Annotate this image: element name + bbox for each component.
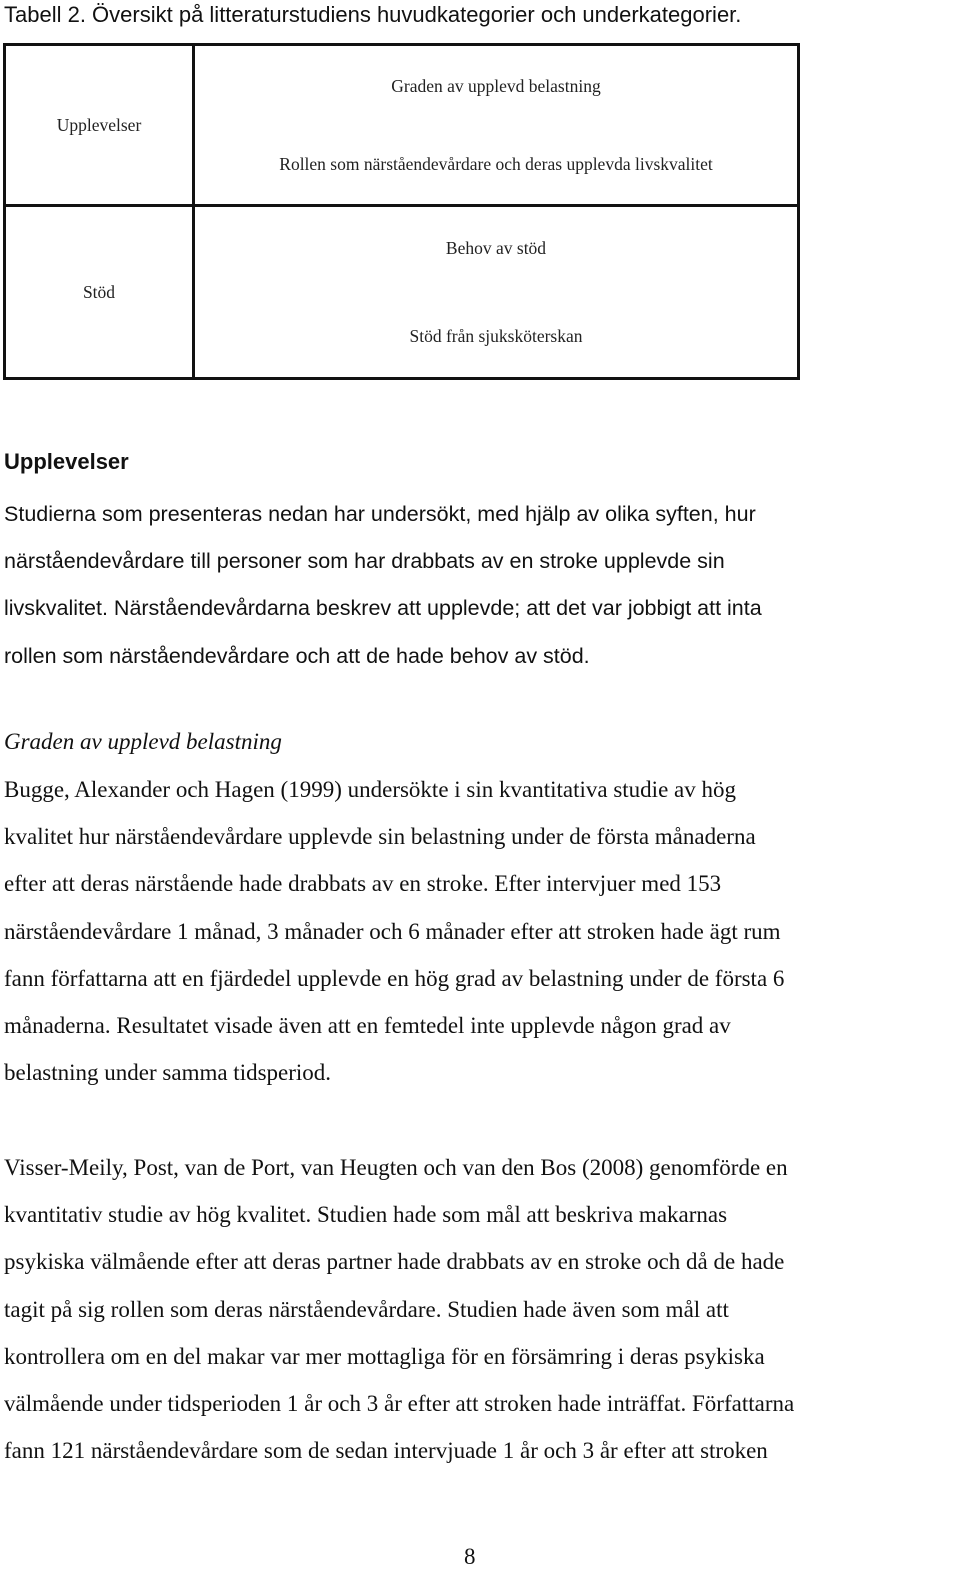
text-line: Studierna som presenteras nedan har undersökt, med hjälp av olika syften, hur: [4, 502, 756, 526]
text-line: fann författarna att en fjärdedel upplevde en hög grad av belastning under de första 6: [4, 965, 785, 991]
subcategory-label: Graden av upplevd belastning: [391, 75, 601, 96]
text-line: närståendevårdare 1 månad, 3 månader och 6 månader efter att stroken hade ägt rum: [4, 918, 781, 944]
subcategory-label: Behov av stöd: [445, 237, 547, 258]
subsection-heading: Graden av upplevd belastning: [4, 729, 282, 754]
table-caption: Tabell 2. Översikt på litteraturstudiens huvudkategorier och underkategorier.: [4, 2, 742, 27]
body-paragraph: [4, 766, 954, 1096]
text-line: kvalitet hur närståendevårdare upplevde sin belastning under de första månaderna: [4, 824, 756, 850]
category-table: [3, 43, 800, 380]
text-line: välmående under tidsperioden 1 år och 3 år efter att stroken hade inträffat. Författarna: [4, 1391, 795, 1417]
main-category-cell: Stöd: [5, 206, 194, 379]
subcategory-label: Stöd från sjuksköterskan: [409, 325, 583, 346]
text-line: psykiska välmående efter att deras partner hade drabbats av en stroke och då de hade: [4, 1249, 785, 1275]
text-line: tagit på sig rollen som deras närståendevårdare. Studien hade även som mål att: [4, 1296, 729, 1322]
text-line: efter att deras närstående hade drabbats av en stroke. Efter intervjuer med 153: [4, 871, 722, 897]
text-line: kontrollera om en del makar var mer mottagliga för en försämring i deras psykiska: [4, 1343, 765, 1369]
body-paragraph: [4, 1144, 954, 1474]
table-row: [5, 206, 799, 379]
text-line: närståendevårdare till personer som har drabbats av en stroke upplevde sin: [4, 549, 725, 574]
text-line: Visser-Meily, Post, van de Port, van Heugten och van den Bos (2008) genomförde en: [4, 1155, 788, 1180]
text-line: belastning under samma tidsperiod.: [4, 1060, 332, 1086]
text-line: fann 121 närståendevårdare som de sedan intervjuade 1 år och 3 år efter att stroken: [4, 1438, 768, 1464]
text-line: livskvalitet. Närståendevårdarna beskrev att upplevde; att det var jobbigt att inta: [4, 596, 762, 621]
subcategory-label: Rollen som närståendevårdare och deras upplevda livskvalitet: [279, 153, 713, 174]
text-line: Bugge, Alexander och Hagen (1999) undersökte i sin kvantitativa studie av hög: [4, 777, 736, 802]
section-heading: Upplevelser: [4, 449, 129, 474]
text-line: rollen som närståendevårdare och att de hade behov av stöd.: [4, 643, 590, 668]
text-line: månaderna. Resultatet visade även att en femtedel inte upplevde någon grad av: [4, 1013, 731, 1039]
main-category-cell: Upplevelser: [5, 45, 194, 206]
subcategory-cell: [194, 206, 799, 379]
intro-paragraph: [4, 491, 954, 680]
text-line: kvantitativ studie av hög kvalitet. Studien hade som mål att beskriva makarnas: [4, 1202, 728, 1228]
page-number: 8: [464, 1544, 476, 1569]
table-row: [5, 45, 799, 206]
subcategory-cell: [194, 45, 799, 206]
